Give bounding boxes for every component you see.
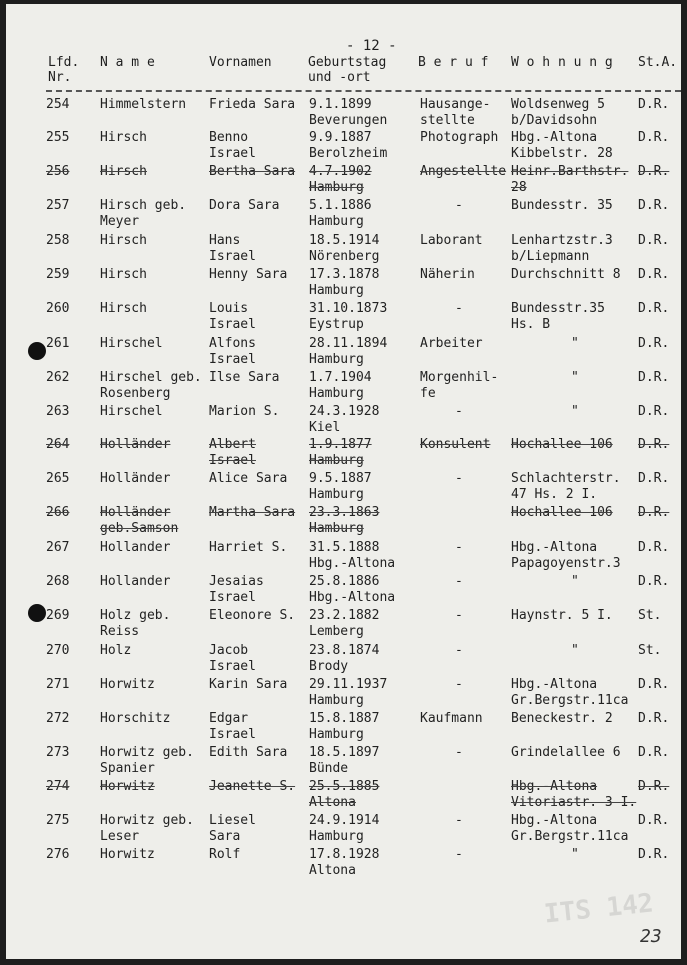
archive-stamp: ITS 142 [542,888,655,930]
table-row [6,471,681,505]
entry-beruf: - [455,574,463,589]
entry-st-a: D.R. [638,779,670,794]
header-wohnung: W o h n u n g [511,55,613,70]
entry-vornamen: Albert Israel [209,437,256,468]
entry-geburt: 9.5.1887 Hamburg [309,471,372,502]
entry-geburt: 9.1.1899 Beverungen [309,97,388,128]
entry-name: Hirsch [100,267,147,282]
table-row [6,711,681,745]
entry-geburt: 5.1.1886 Hamburg [309,198,372,229]
table-row [6,164,681,198]
entry-beruf: Morgenhil- fe [420,370,499,401]
table-row [6,608,681,642]
entry-geburt: 29.11.1937 Hamburg [309,677,388,708]
entry-beruf: Näherin [420,267,475,282]
entry-geburt: 18.5.1897 Bünde [309,745,380,776]
entry-geburt: 17.8.1928 Altona [309,847,380,878]
entry-geburt: 4.7.1902 Hamburg [309,164,372,195]
table-row [6,643,681,677]
table-row [6,437,681,471]
entry-wohnung: " [571,847,579,862]
entry-vornamen: Ilse Sara [209,370,280,385]
entry-number: 275 [46,813,70,828]
entry-wohnung: Beneckestr. 2 [511,711,613,726]
entry-number: 262 [46,370,70,385]
table-row [6,198,681,232]
entry-number: 264 [46,437,70,452]
entry-st-a: D.R. [638,233,670,248]
entry-st-a: D.R. [638,404,670,419]
entry-wohnung: Bundesstr. 35 [511,198,613,213]
entry-wohnung: Hbg.-Altona Vitoriastr. 3 I. [511,779,637,810]
entry-name: Hirsch [100,301,147,316]
entry-beruf: - [455,677,463,692]
entry-number: 261 [46,336,70,351]
entry-vornamen: Dora Sara [209,198,280,213]
table-row [6,847,681,881]
entry-name: Holländer [100,471,171,486]
entry-wohnung: " [571,370,579,385]
entry-st-a: D.R. [638,847,670,862]
entry-name: Himmelstern [100,97,187,112]
entry-geburt: 25.8.1886 Hbg.-Altona [309,574,396,605]
entry-name: Hirschel [100,404,163,419]
entry-name: Hirsch [100,130,147,145]
handwritten-page-mark: 23 [640,926,662,947]
table-row [6,370,681,404]
entry-beruf: Hausange- stellte [420,97,491,128]
entry-geburt: 25.5.1885 Altona [309,779,380,810]
entry-vornamen: Jeanette S. [209,779,296,794]
entry-wohnung: Grindelallee 6 [511,745,621,760]
entry-vornamen: Jacob Israel [209,643,256,674]
entry-geburt: 1.9.1877 Hamburg [309,437,372,468]
entry-geburt: 23.8.1874 Brody [309,643,380,674]
entry-beruf: - [455,301,463,316]
entry-st-a: D.R. [638,301,670,316]
entry-beruf: Photograph [420,130,499,145]
table-row [6,336,681,370]
header-divider [46,90,681,92]
entry-vornamen: Harriet S. [209,540,288,555]
entry-beruf: Arbeiter [420,336,483,351]
entry-number: 273 [46,745,70,760]
table-row [6,540,681,574]
entry-wohnung: " [571,336,579,351]
entry-wohnung: Woldsenweg 5 b/Davidsohn [511,97,605,128]
entry-number: 276 [46,847,70,862]
entry-vornamen: Jesaias Israel [209,574,264,605]
entry-number: 257 [46,198,70,213]
entry-geburt: 23.3.1863 Hamburg [309,505,380,536]
entry-geburt: 24.9.1914 Hamburg [309,813,380,844]
table-row [6,130,681,164]
entry-number: 259 [46,267,70,282]
entry-number: 255 [46,130,70,145]
entry-beruf: - [455,608,463,623]
entry-beruf: - [455,198,463,213]
entry-wohnung: Hbg.-Altona Kibbelstr. 28 [511,130,613,161]
entry-vornamen: Marion S. [209,404,280,419]
entry-name: Hirsch [100,233,147,248]
entry-geburt: 18.5.1914 Nörenberg [309,233,380,264]
entry-wohnung: Hochallee 106 [511,505,613,520]
entry-st-a: D.R. [638,437,670,452]
entry-beruf: Konsulent [420,437,491,452]
table-row [6,813,681,847]
entry-name: Holländer geb.Samson [100,505,179,536]
entry-st-a: D.R. [638,471,670,486]
entry-st-a: D.R. [638,540,670,555]
entry-vornamen: Rolf [209,847,241,862]
entry-st-a: D.R. [638,711,670,726]
header-st-a: St.A. [638,55,678,70]
entry-vornamen: Hans Israel [209,233,256,264]
entry-name: Horwitz geb. Leser [100,813,194,844]
entry-wohnung: " [571,574,579,589]
entry-geburt: 24.3.1928 Kiel [309,404,380,435]
entry-geburt: 9.9.1887 Berolzheim [309,130,388,161]
entry-st-a: D.R. [638,745,670,760]
entry-beruf: - [455,540,463,555]
entry-name: Hirsch geb. Meyer [100,198,187,229]
entry-wohnung: " [571,643,579,658]
entry-vornamen: Edgar Israel [209,711,256,742]
entry-number: 270 [46,643,70,658]
entry-st-a: D.R. [638,505,670,520]
entry-name: Hollander [100,540,171,555]
entry-beruf: - [455,471,463,486]
punch-hole [28,342,46,360]
entry-name: Hirschel [100,336,163,351]
entry-wohnung: Hochallee 106 [511,437,613,452]
entry-wohnung: Haynstr. 5 I. [511,608,613,623]
table-row [6,267,681,301]
entry-beruf: - [455,643,463,658]
entry-vornamen: Alice Sara [209,471,288,486]
entry-vornamen: Alfons Israel [209,336,256,367]
entry-number: 254 [46,97,70,112]
entry-wohnung: Durchschnitt 8 [511,267,621,282]
punch-hole [28,604,46,622]
entry-st-a: D.R. [638,198,670,213]
entry-name: Holländer [100,437,171,452]
entry-number: 266 [46,505,70,520]
entry-st-a: St. [638,608,662,623]
entry-name: Horwitz [100,677,155,692]
entry-number: 269 [46,608,70,623]
entry-name: Hirschel geb. Rosenberg [100,370,202,401]
header-lfd-nr: Lfd. Nr. [48,55,80,85]
entry-vornamen: Edith Sara [209,745,288,760]
entry-number: 272 [46,711,70,726]
entry-name: Hollander [100,574,171,589]
entry-name: Horwitz geb. Spanier [100,745,194,776]
document-page [6,4,681,959]
entry-vornamen: Bertha Sara [209,164,296,179]
entry-vornamen: Liesel Sara [209,813,256,844]
table-row [6,574,681,608]
entry-st-a: D.R. [638,370,670,385]
entry-beruf: - [455,745,463,760]
entry-wohnung: " [571,404,579,419]
entry-vornamen: Karin Sara [209,677,288,692]
entry-wohnung: Schlachterstr. 47 Hs. 2 I. [511,471,621,502]
entry-number: 260 [46,301,70,316]
entry-st-a: D.R. [638,336,670,351]
header-geburt: Geburtstag und -ort [308,55,387,85]
entry-beruf: Angestellte [420,164,507,179]
entry-vornamen: Martha Sara [209,505,296,520]
entry-number: 271 [46,677,70,692]
page-number: - 12 - [346,38,397,54]
entry-geburt: 15.8.1887 Hamburg [309,711,380,742]
entry-st-a: St. [638,643,662,658]
table-row [6,779,681,813]
table-row [6,97,681,131]
table-row [6,745,681,779]
entry-wohnung: Hbg.-Altona Gr.Bergstr.11ca [511,677,629,708]
entry-vornamen: Benno Israel [209,130,256,161]
entry-name: Holz [100,643,132,658]
entry-geburt: 28.11.1894 Hamburg [309,336,388,367]
entry-st-a: D.R. [638,130,670,145]
entry-st-a: D.R. [638,813,670,828]
entry-geburt: 31.5.1888 Hbg.-Altona [309,540,396,571]
entry-st-a: D.R. [638,164,670,179]
entry-vornamen: Frieda Sara [209,97,296,112]
entry-wohnung: Hbg.-Altona Papagoyenstr.3 [511,540,621,571]
entry-number: 268 [46,574,70,589]
entry-beruf: - [455,847,463,862]
entry-number: 258 [46,233,70,248]
header-vornamen: Vornamen [209,55,272,70]
entry-name: Horschitz [100,711,171,726]
entry-vornamen: Eleonore S. [209,608,296,623]
entry-wohnung: Heinr.Barthstr. 28 [511,164,629,195]
table-row [6,233,681,267]
entry-beruf: Kaufmann [420,711,483,726]
entry-wohnung: Lenhartzstr.3 b/Liepmann [511,233,613,264]
entry-name: Horwitz [100,847,155,862]
entry-geburt: 31.10.1873 Eystrup [309,301,388,332]
entry-st-a: D.R. [638,574,670,589]
entry-vornamen: Henny Sara [209,267,288,282]
entry-name: Horwitz [100,779,155,794]
header-name: N a m e [100,55,155,70]
entry-st-a: D.R. [638,97,670,112]
entry-number: 274 [46,779,70,794]
entry-geburt: 17.3.1878 Hamburg [309,267,380,298]
entry-beruf: - [455,813,463,828]
entry-geburt: 23.2.1882 Lemberg [309,608,380,639]
entry-st-a: D.R. [638,267,670,282]
table-row [6,404,681,438]
entry-number: 263 [46,404,70,419]
entry-beruf: - [455,404,463,419]
entry-number: 256 [46,164,70,179]
entry-number: 265 [46,471,70,486]
table-row [6,301,681,335]
header-beruf: B e r u f [418,55,489,70]
entry-wohnung: Hbg.-Altona Gr.Bergstr.11ca [511,813,629,844]
entry-number: 267 [46,540,70,555]
entry-vornamen: Louis Israel [209,301,256,332]
entry-beruf: Laborant [420,233,483,248]
entry-name: Holz geb. Reiss [100,608,171,639]
entry-name: Hirsch [100,164,147,179]
entry-st-a: D.R. [638,677,670,692]
entry-geburt: 1.7.1904 Hamburg [309,370,372,401]
entry-wohnung: Bundesstr.35 Hs. B [511,301,605,332]
table-row [6,677,681,711]
table-row [6,505,681,539]
